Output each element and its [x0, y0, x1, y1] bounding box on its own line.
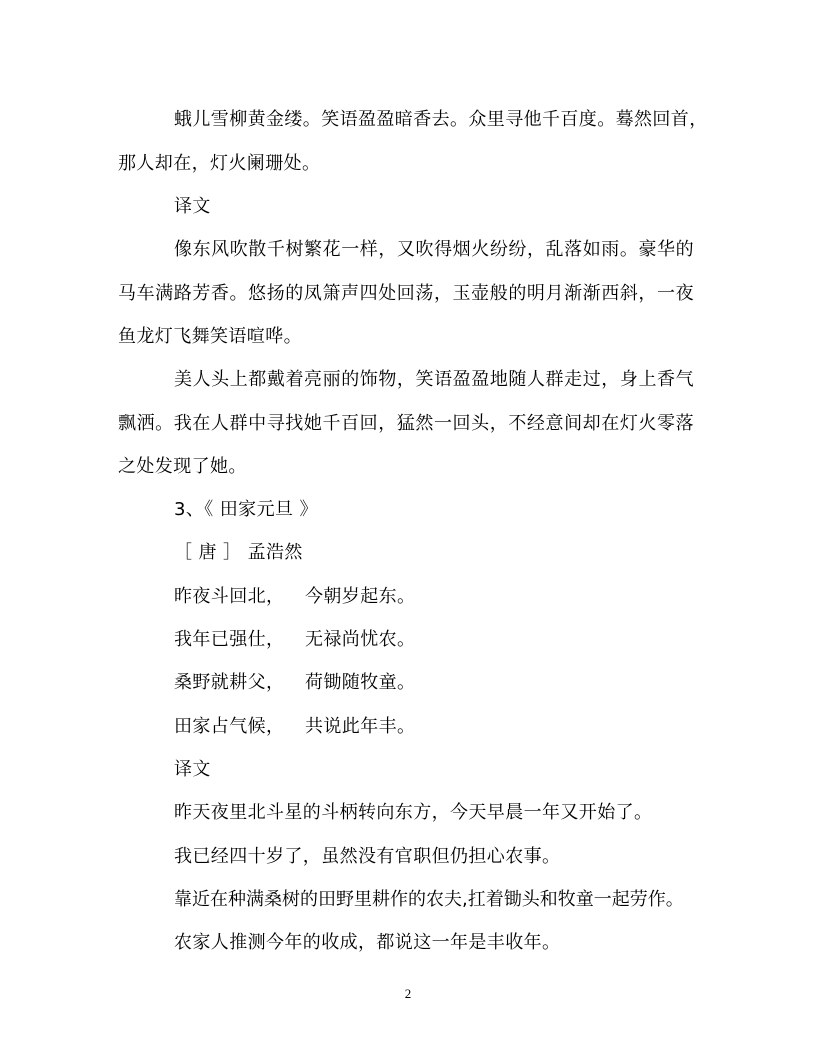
poem-author: ［ 唐 ］ 孟浩然 [174, 542, 303, 563]
translation-line: 昨天夜里北斗星的斗柄转向东方，今天早晨一年又开始了。 [174, 802, 653, 823]
page-number: 2 [404, 986, 412, 1001]
couplet-second-line: 荷锄随牧童。 [305, 672, 416, 693]
couplet-first-line: 田家占气候， [174, 716, 285, 737]
translation-paragraph-line: 鱼龙灯飞舞笑语喧哗。 [118, 326, 302, 347]
couplet-second-line: 今朝岁起东。 [305, 586, 416, 607]
translation-paragraph-line: 美人头上都戴着亮丽的饰物，笑语盈盈地随人群走过，身上香气 [174, 369, 694, 390]
translation-paragraph-line: 之处发现了她。 [118, 456, 247, 477]
poem-text-line: 那人却在，灯火阑珊处。 [118, 153, 321, 174]
couplet-first-line: 我年已强仕， [174, 629, 285, 650]
couplet-second-line: 无禄尚忧农。 [305, 629, 416, 650]
poem-title: 3、《 田家元旦 》 [174, 499, 318, 520]
translation-heading: 译文 [174, 196, 211, 217]
translation-paragraph-line: 像东风吹散千树繁花一样，又吹得烟火纷纷，乱落如雨。豪华的 [174, 239, 694, 260]
translation-line: 我已经四十岁了，虽然没有官职但仍担心农事。 [174, 846, 561, 867]
translation-line: 农家人推测今年的收成，都说这一年是丰收年。 [174, 932, 561, 953]
translation-line: 靠近在种满桑树的田野里耕作的农夫,扛着锄头和牧童一起劳作。 [174, 889, 684, 910]
translation-heading: 译文 [174, 759, 211, 780]
translation-paragraph-line: 飘洒。我在人群中寻找她千百回，猛然一回头，不经意间却在灯火零落 [118, 413, 694, 434]
couplet-first-line: 昨夜斗回北， [174, 586, 285, 607]
couplet-second-line: 共说此年丰。 [305, 716, 416, 737]
translation-paragraph-line: 马车满路芳香。悠扬的凤箫声四处回荡，玉壶般的明月渐渐西斜，一夜 [118, 283, 694, 304]
poem-text-line: 蛾儿雪柳黄金缕。笑语盈盈暗香去。众里寻他千百度。蓦然回首， [174, 109, 708, 130]
couplet-first-line: 桑野就耕父， [174, 672, 285, 693]
